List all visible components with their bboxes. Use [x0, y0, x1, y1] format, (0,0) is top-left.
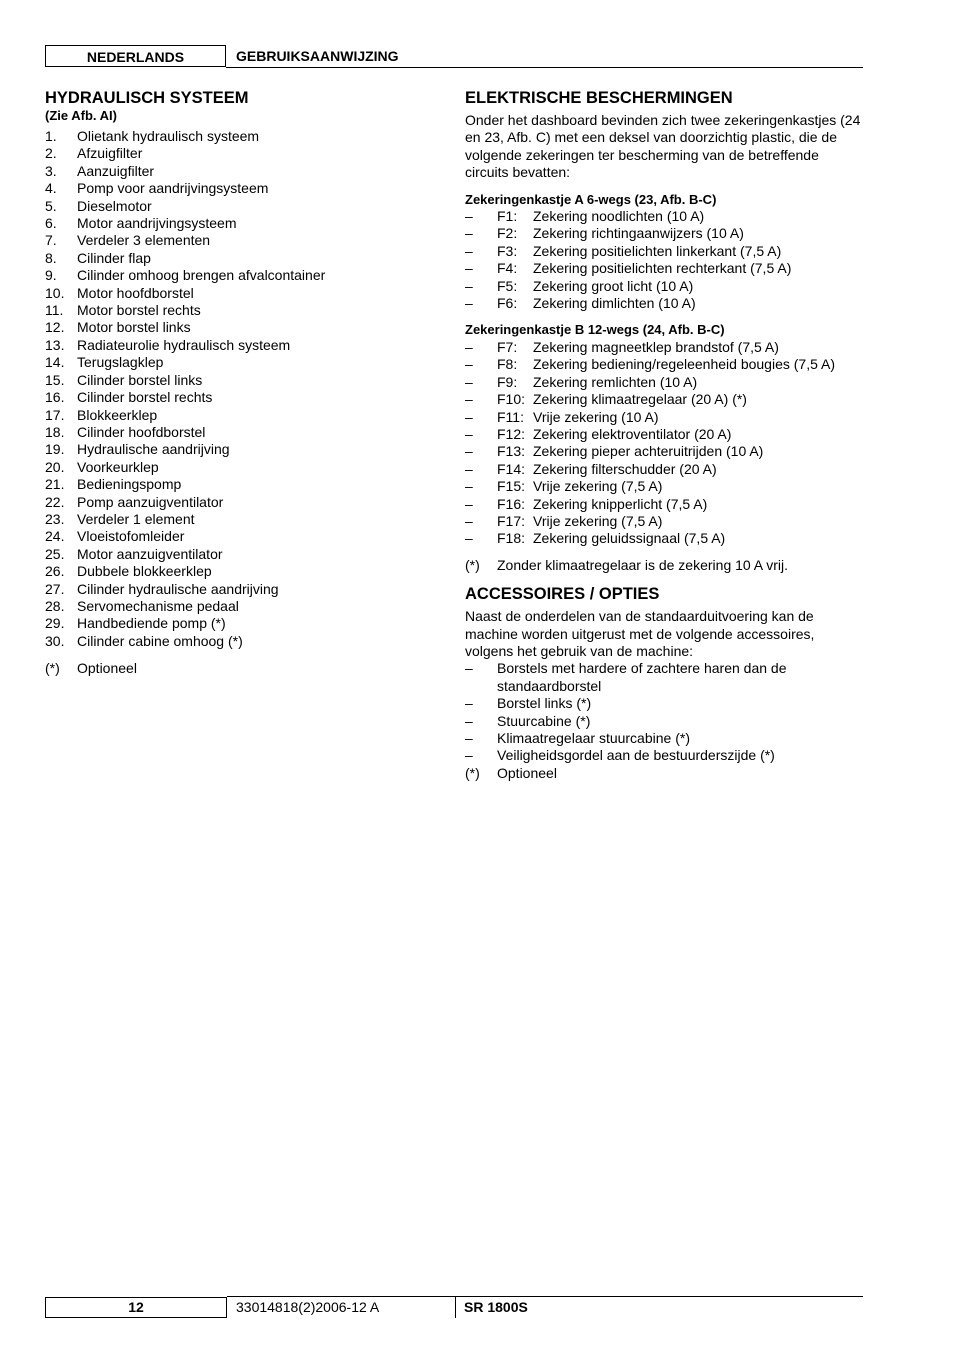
item-text: Motor borstel rechts — [77, 302, 201, 319]
accessory-text: Borstel links (*) — [497, 695, 592, 712]
accessory-item — [465, 747, 865, 764]
dash-bullet: – — [465, 530, 473, 547]
item-number: 13. — [45, 336, 65, 353]
dash-bullet: – — [465, 208, 473, 225]
fuse-note-text: Zonder klimaatregelaar is de zekering 10 A vrij. — [497, 556, 789, 573]
dash-bullet: – — [465, 295, 473, 312]
item-text: Olietank hydraulisch systeem — [77, 128, 260, 144]
note-text: Optioneel — [77, 660, 137, 677]
fuse-code: F3: — [497, 242, 518, 259]
item-text: Cilinder hydraulische aandrijving — [77, 580, 279, 597]
list-item — [45, 285, 435, 302]
list-item — [45, 372, 435, 389]
model-name: SR 1800S — [464, 1299, 528, 1315]
item-text: Cilinder borstel links — [77, 371, 203, 388]
fuse-item — [465, 409, 865, 426]
list-item — [45, 633, 435, 650]
list-item — [45, 232, 435, 249]
dash-bullet: – — [465, 225, 473, 242]
dash-bullet: – — [465, 512, 473, 529]
accessory-text: Klimaatregelaar stuurcabine (*) — [497, 730, 690, 746]
optional-note — [45, 660, 435, 677]
list-item — [45, 215, 435, 232]
list-item — [45, 476, 435, 493]
electrical-section — [465, 88, 865, 782]
fuse-text: Zekering noodlichten (10 A) — [533, 208, 705, 225]
item-number: 12. — [45, 319, 65, 336]
fuse-item — [465, 478, 865, 495]
item-text: Servomechanisme pedaal — [77, 597, 239, 614]
item-number: 18. — [45, 423, 65, 440]
fuse-item — [465, 530, 865, 547]
list-item — [45, 407, 435, 424]
fuse-code: F16: — [497, 495, 526, 512]
fuse-text: Zekering geluidssignaal (7,5 A) — [533, 530, 726, 547]
header-rule — [226, 67, 863, 68]
item-number: 5. — [45, 197, 57, 214]
dash-bullet: – — [465, 730, 473, 746]
fuse-text: Zekering positielichten linkerkant (7,5 A) — [533, 242, 782, 259]
fuse-text: Zekering pieper achteruitrijden (10 A) — [533, 443, 764, 460]
list-item — [45, 319, 435, 336]
accessories-intro: Naast de onderdelen van de standaarduitvoering kan de machine worden uitgerust met de volgende accessoires, volgens het gebruik van de machine: — [465, 608, 815, 659]
item-text: Pomp aanzuigventilator — [77, 493, 224, 510]
fuse-item — [465, 295, 865, 312]
fuse-text: Zekering groot licht (10 A) — [533, 277, 694, 294]
list-item — [45, 441, 435, 458]
fuse-code: F14: — [497, 460, 526, 477]
item-text: Cilinder borstel rechts — [77, 389, 213, 406]
fuse-text: Zekering positielichten rechterkant (7,5 A) — [533, 260, 792, 277]
list-item — [45, 354, 435, 371]
list-item — [45, 581, 435, 598]
fuse-code: F1: — [497, 208, 518, 225]
hydraulic-section — [45, 88, 435, 678]
item-number: 24. — [45, 528, 65, 545]
note-mark: (*) — [45, 660, 60, 677]
item-text: Motor hoofdborstel — [77, 284, 194, 301]
list-item — [45, 424, 435, 441]
item-text: Vloeistofomleider — [77, 528, 185, 545]
fuse-code: F11: — [497, 408, 524, 425]
accessory-text: Veiligheidsgordel aan de bestuurderszijde (*) — [497, 747, 775, 764]
list-item — [45, 198, 435, 215]
item-number: 15. — [45, 371, 65, 388]
item-number: 14. — [45, 354, 65, 371]
list-item — [45, 459, 435, 476]
fuse-note — [465, 557, 865, 574]
item-number: 11. — [45, 302, 64, 319]
dash-bullet: – — [465, 425, 473, 442]
list-item — [45, 180, 435, 197]
list-item — [45, 163, 435, 180]
list-item — [45, 389, 435, 406]
figure-reference: (Zie Afb. AI) — [45, 108, 117, 123]
dash-bullet: – — [465, 260, 473, 277]
fuse-item — [465, 426, 865, 443]
fuse-item — [465, 225, 865, 242]
item-number: 26. — [45, 563, 65, 580]
fuse-code: F7: — [497, 338, 518, 355]
fuse-text: Zekering magneetklep brandstof (7,5 A) — [533, 338, 779, 355]
footer-separator — [455, 1296, 456, 1318]
dash-bullet: – — [465, 495, 473, 512]
section-heading-hydraulic: HYDRAULISCH SYSTEEM — [45, 89, 249, 107]
item-text: Bedieningspomp — [77, 476, 182, 493]
list-item — [45, 337, 435, 354]
item-text: Hydraulische aandrijving — [77, 441, 230, 458]
accessories-note-text: Optioneel — [497, 764, 557, 781]
dash-bullet: – — [465, 712, 473, 729]
dash-bullet: – — [465, 338, 473, 355]
item-number: 30. — [45, 632, 65, 649]
item-number: 22. — [45, 493, 65, 510]
list-item — [45, 511, 435, 528]
list-item — [45, 615, 435, 632]
footer-rule — [227, 1296, 863, 1297]
item-text: Cilinder flap — [77, 249, 151, 266]
item-number: 29. — [45, 615, 65, 632]
fuse-code: F2: — [497, 225, 518, 242]
fuse-item — [465, 243, 865, 260]
item-text: Motor aandrijvingsysteem — [77, 215, 237, 232]
item-number: 20. — [45, 458, 65, 475]
accessories-list — [465, 660, 865, 764]
list-item — [45, 128, 435, 145]
item-text: Motor borstel links — [77, 319, 191, 336]
fuse-note-mark: (*) — [465, 556, 480, 573]
fuse-code: F8: — [497, 356, 518, 373]
dash-bullet: – — [465, 460, 473, 477]
item-number: 1. — [45, 128, 57, 144]
list-item — [45, 598, 435, 615]
item-number: 10. — [45, 284, 65, 301]
fuse-item — [465, 496, 865, 513]
list-item — [45, 528, 435, 545]
list-item — [45, 563, 435, 580]
item-number: 16. — [45, 389, 65, 406]
dash-bullet: – — [465, 242, 473, 259]
accessory-item — [465, 713, 865, 730]
language-label: NEDERLANDS — [45, 45, 226, 67]
fuse-code: F18: — [497, 530, 526, 547]
list-item — [45, 546, 435, 563]
item-number: 6. — [45, 215, 57, 232]
fuse-text: Vrije zekering (7,5 A) — [533, 478, 663, 495]
dash-bullet: – — [465, 373, 473, 390]
item-number: 8. — [45, 249, 57, 266]
fuse-item — [465, 356, 865, 373]
list-item — [45, 494, 435, 511]
item-number: 7. — [45, 232, 57, 249]
fusebox-b-title: Zekeringenkastje B 12-wegs (24, Afb. B-C) — [465, 322, 725, 338]
item-number: 25. — [45, 545, 65, 562]
item-text: Blokkeerklep — [77, 406, 158, 423]
document-code: 33014818(2)2006-12 A — [236, 1299, 380, 1315]
item-text: Verdeler 1 element — [77, 510, 195, 527]
fusebox-a-list — [465, 208, 865, 312]
fuse-text: Zekering klimaatregelaar (20 A) (*) — [533, 391, 747, 408]
item-text: Dubbele blokkeerklep — [77, 563, 212, 580]
fuse-code: F9: — [497, 373, 518, 390]
accessories-note — [465, 765, 865, 782]
fuse-code: F6: — [497, 295, 518, 312]
item-text: Terugslagklep — [77, 354, 164, 371]
item-text: Dieselmotor — [77, 197, 152, 214]
item-number: 9. — [45, 267, 57, 284]
item-text: Verdeler 3 elementen — [77, 232, 211, 249]
item-text: Handbediende pomp (*) — [77, 615, 226, 632]
fuse-text: Zekering knipperlicht (7,5 A) — [533, 495, 708, 512]
item-text: Cilinder hoofdborstel — [77, 423, 206, 440]
accessory-text: Stuurcabine (*) — [497, 712, 591, 729]
item-number: 2. — [45, 145, 57, 162]
accessories-note-mark: (*) — [465, 764, 480, 781]
item-text: Aanzuigfilter — [77, 162, 155, 179]
list-item — [45, 250, 435, 267]
dash-bullet: – — [465, 478, 473, 495]
item-text: Cilinder omhoog brengen afvalcontainer — [77, 267, 326, 284]
accessory-text: Borstels met hardere of zachtere haren dan de standaardborstel — [497, 660, 787, 694]
item-number: 27. — [45, 580, 65, 597]
item-text: Motor aanzuigventilator — [77, 545, 223, 562]
accessory-item — [465, 695, 865, 712]
fuse-item — [465, 208, 865, 225]
item-number: 19. — [45, 441, 65, 458]
fuse-item — [465, 391, 865, 408]
fuse-text: Vrije zekering (10 A) — [533, 408, 659, 425]
dash-bullet: – — [465, 660, 473, 677]
fuse-code: F15: — [497, 478, 526, 495]
dash-bullet: – — [465, 695, 473, 712]
item-number: 3. — [45, 162, 57, 179]
section-heading-electrical: ELEKTRISCHE BESCHERMINGEN — [465, 89, 733, 107]
fuse-code: F4: — [497, 260, 518, 277]
fuse-code: F5: — [497, 277, 518, 294]
item-text: Pomp voor aandrijvingsysteem — [77, 180, 269, 197]
item-number: 28. — [45, 597, 65, 614]
list-item — [45, 267, 435, 284]
fuse-text: Zekering remlichten (10 A) — [533, 373, 698, 390]
dash-bullet: – — [465, 391, 473, 408]
fuse-text: Vrije zekering (7,5 A) — [533, 512, 663, 529]
fuse-item — [465, 339, 865, 356]
fuse-text: Zekering bediening/regeleenheid bougies (7,5 A) — [533, 356, 835, 373]
fuse-text: Zekering elektroventilator (20 A) — [533, 425, 732, 442]
item-number: 4. — [45, 180, 57, 197]
item-text: Radiateurolie hydraulisch systeem — [77, 336, 291, 353]
dash-bullet: – — [465, 356, 473, 373]
fuse-code: F12: — [497, 425, 526, 442]
dash-bullet: – — [465, 408, 473, 425]
fuse-item — [465, 374, 865, 391]
fuse-code: F10: — [497, 391, 526, 408]
fuse-text: Zekering richtingaanwijzers (10 A) — [533, 225, 744, 242]
fuse-item — [465, 461, 865, 478]
dash-bullet: – — [465, 747, 473, 764]
item-text: Afzuigfilter — [77, 145, 143, 162]
item-number: 23. — [45, 510, 65, 527]
fuse-text: Zekering filterschudder (20 A) — [533, 460, 717, 477]
page-number: 12 — [45, 1297, 227, 1318]
fuse-item — [465, 513, 865, 530]
item-number: 17. — [45, 406, 65, 423]
fuse-item — [465, 443, 865, 460]
accessory-item — [465, 660, 865, 695]
dash-bullet: – — [465, 277, 473, 294]
fuse-item — [465, 278, 865, 295]
hydraulic-parts-list — [45, 128, 435, 650]
manual-title: GEBRUIKSAANWIJZING — [236, 48, 399, 64]
fuse-code: F17: — [497, 512, 526, 529]
fusebox-a-title: Zekeringenkastje A 6-wegs (23, Afb. B-C) — [465, 191, 717, 207]
list-item — [45, 302, 435, 319]
fuse-text: Zekering dimlichten (10 A) — [533, 295, 696, 312]
fuse-item — [465, 260, 865, 277]
electrical-intro: Onder het dashboard bevinden zich twee zekeringenkastjes (24 en 23, Afb. C) met een deksel van doorzichtig plastic, die de volgende zekeringen ter bescherming van de betreffende circuits bevatten: — [465, 112, 861, 181]
dash-bullet: – — [465, 443, 473, 460]
item-text: Voorkeurklep — [77, 458, 159, 475]
accessory-item — [465, 730, 865, 747]
item-number: 21. — [45, 476, 65, 493]
item-text: Cilinder cabine omhoog (*) — [77, 632, 243, 649]
section-heading-accessories: ACCESSOIRES / OPTIES — [465, 585, 660, 604]
fusebox-b-list — [465, 339, 865, 548]
list-item — [45, 145, 435, 162]
fuse-code: F13: — [497, 443, 526, 460]
